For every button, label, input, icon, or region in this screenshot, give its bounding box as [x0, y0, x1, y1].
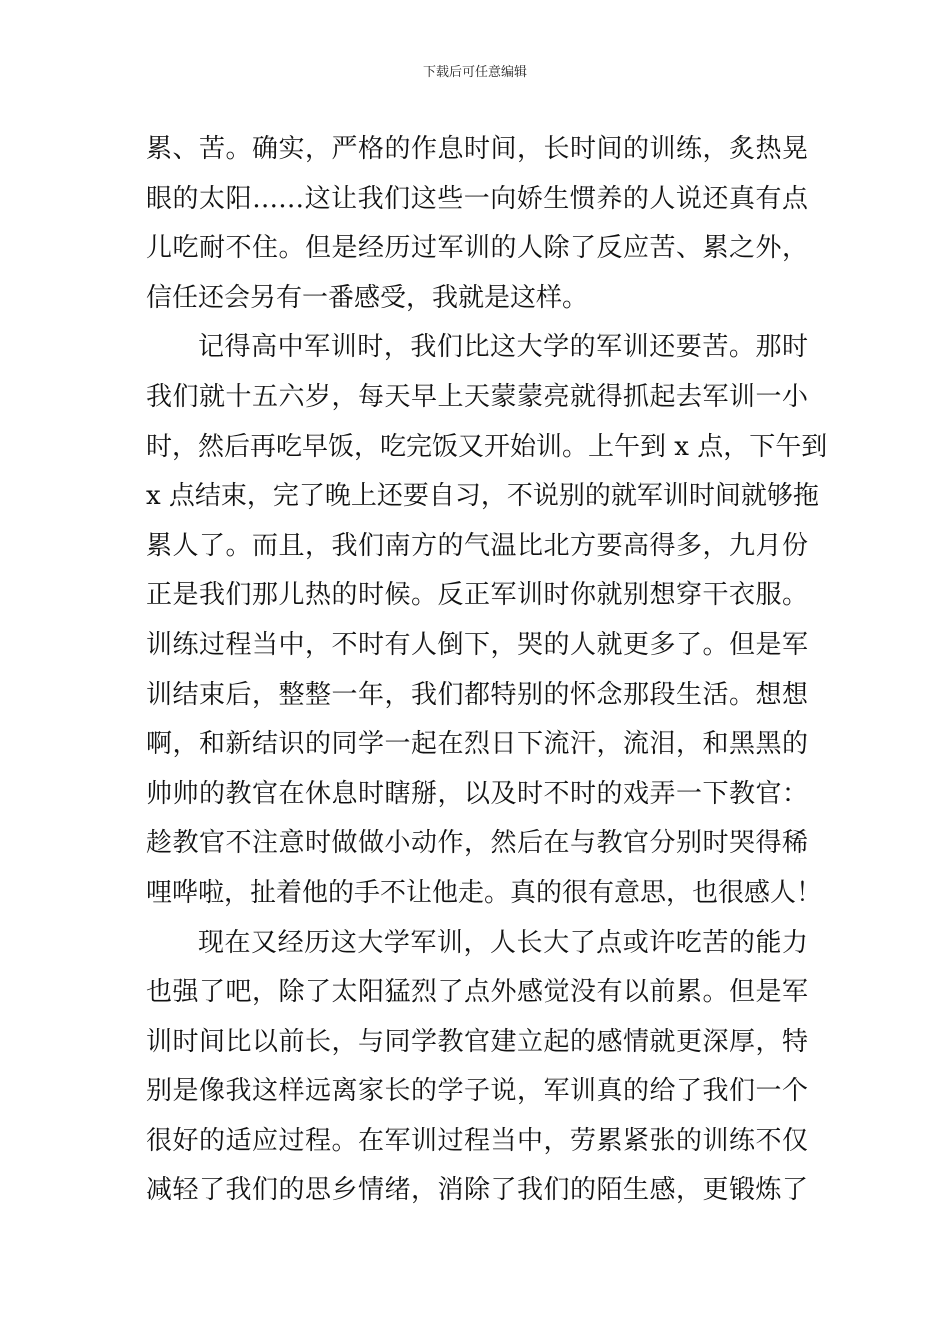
- text-line: 趁教官不注意时做做小动作，然后在与教官分别时哭得稀: [146, 828, 808, 859]
- text-line: 训结束后，整整一年，我们都特别的怀念那段生活。想想: [146, 679, 808, 710]
- body-text: [146, 125, 828, 1216]
- text-line: 啊，和新结识的同学一起在烈日下流汗，流泪，和黑黑的: [146, 729, 808, 760]
- text-line: 信任还会另有一番感受，我就是这样。: [146, 282, 589, 313]
- text-line: 别是像我这样远离家长的学子说，军训真的给了我们一个: [146, 1076, 808, 1107]
- text-line: 我们就十五六岁，每天早上天蒙蒙亮就得抓起去军训一小: [146, 381, 808, 412]
- paragraph-first-line: 现在又经历这大学军训，人长大了点或许吃苦的能力: [198, 927, 808, 958]
- text-line: 训时间比以前长，与同学教官建立起的感情就更深厚，特: [146, 1026, 808, 1057]
- page-header: 下载后可任意编辑: [422, 65, 527, 80]
- text-line: 也强了吧，除了太阳猛烈了点外感觉没有以前累。但是军: [146, 977, 808, 1008]
- text-line: 时，然后再吃早饭，吃完饭又开始训。上午到 x 点，下午到: [146, 431, 828, 462]
- text-line: 帅帅的教官在休息时瞎掰，以及时不时的戏弄一下教官：: [146, 778, 808, 809]
- text-line: 眼的太阳……这让我们这些一向娇生惯养的人说还真有点: [146, 183, 808, 214]
- text-line: 累人了。而且，我们南方的气温比北方要高得多，九月份: [146, 530, 808, 561]
- text-line: x 点结束，完了晚上还要自习，不说别的就军训时间就够拖: [146, 481, 819, 512]
- text-line: 正是我们那儿热的时候。反正军训时你就别想穿干衣服。: [146, 580, 808, 611]
- text-line: 训练过程当中，不时有人倒下，哭的人就更多了。但是军: [146, 629, 808, 660]
- text-line: 累、苦。确实，严格的作息时间，长时间的训练，炙热晃: [146, 134, 808, 164]
- text-line: 哩哗啦，扯着他的手不让他走。真的很有意思，也很感人！: [146, 877, 823, 908]
- text-line: 儿吃耐不住。但是经历过军训的人除了反应苦、累之外，: [146, 233, 808, 264]
- text-line: 减轻了我们的思乡情绪，消除了我们的陌生感，更锻炼了: [146, 1175, 808, 1206]
- text-line: 很好的适应过程。在军训过程当中，劳累紧张的训练不仅: [146, 1125, 808, 1156]
- paragraph-first-line: 记得高中军训时，我们比这大学的军训还要苦。那时: [198, 332, 808, 363]
